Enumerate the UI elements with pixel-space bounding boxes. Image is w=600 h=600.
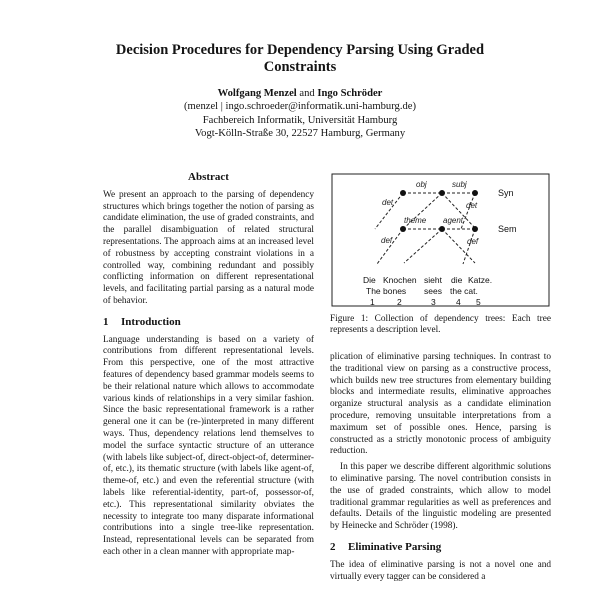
- abstract-heading: Abstract: [188, 171, 229, 183]
- author-department: Fachbereich Informatik, Universität Hamburg: [202, 114, 398, 126]
- word-index-2: 2: [397, 297, 402, 307]
- sem-edge-theme: [404, 229, 442, 263]
- syn-node-2: [439, 190, 445, 196]
- word-de-5: Katze.: [468, 275, 493, 285]
- title-line-2: Constraints: [263, 59, 337, 75]
- sem-edge-agent: [442, 229, 475, 263]
- word-index-1: 1: [370, 297, 375, 307]
- author-names: [0, 87, 600, 100]
- section-1-title: Introduction: [121, 315, 181, 328]
- word-index-3: 3: [431, 297, 436, 307]
- sem-node-3: [472, 226, 478, 232]
- sem-edge-def-right: [463, 229, 475, 264]
- label-def-right: def: [467, 237, 479, 246]
- author-conjunction: and: [296, 88, 318, 99]
- right-paragraph-1: plication of eliminative parsing techniques. In contrast to the traditional view on parsing as a constructive process, which builds new tree structures from elementary building blocks and intermediate results, eliminative approaches organize structural analysis as a candidate elimination procedure, removing unsuitable interpretations from a maximum set of possible ones. Hence, parsing is constructed as a strictly monotonic process of ambiguity reduction.: [330, 352, 551, 457]
- label-det-left: det: [382, 198, 394, 207]
- word-index-4: 4: [456, 297, 461, 307]
- section-2-title: Eliminative Parsing: [348, 540, 442, 553]
- syn-node-1: [400, 190, 406, 196]
- author-email: (menzel | ingo.schroeder@informatik.uni-hamburg.de): [183, 101, 417, 113]
- introduction-text: Language understanding is based on a variety of contributions from different representational levels. From this perspective, one of the most attractive features of dependency based grammar models seems to be their relational nature which allows to accommodate various kinds of relationships in a very similar fashion. Since the basic representational framework is a rather general one it can be (re-)interpreted in many different ways. Thus, dependency relations lend themselves to model the surface syntactic structure of an utterance (with labels like subject-of, direct-object-of, determiner-of, etc.), its thematic structure (with labels like agent-of, theme-of, etc.) and even the referential structure (with labels like referential-identity, part-of, possessor-of, etc.). This representational similarity obviates the necessity to integrate too many disparate informational contributions into a single tree-like representation. Instead, representational levels can be separated from each other in a clean manner with appropriate map-: [103, 334, 314, 557]
- figure-1: [330, 170, 551, 317]
- word-de-4: die: [451, 275, 463, 285]
- level-label-syn: Syn: [498, 188, 514, 198]
- label-det-right: det: [466, 201, 478, 210]
- label-def-left: def: [381, 236, 393, 245]
- section-1-number: 1: [103, 315, 109, 328]
- sem-node-2: [439, 226, 445, 232]
- sem-node-1: [400, 226, 406, 232]
- figure-1-caption: Figure 1: Collection of dependency trees: Each tree represents a description level.: [330, 314, 551, 336]
- word-de-1: Die: [363, 275, 376, 285]
- syn-edge-det-right: [461, 193, 475, 229]
- left-column: [103, 172, 314, 559]
- word-de-3: sieht: [424, 275, 442, 285]
- syn-node-3: [472, 190, 478, 196]
- section-2-number: 2: [330, 540, 336, 553]
- word-en-1: The bones: [366, 286, 407, 296]
- section-2-heading: [330, 542, 551, 554]
- word-en-3: the cat.: [450, 286, 478, 296]
- section-1-heading: [103, 317, 314, 329]
- author-1: Wolfgang Menzel: [217, 88, 297, 99]
- word-index-5: 5: [476, 297, 481, 307]
- word-de-2: Knochen: [383, 275, 417, 285]
- label-obj: obj: [416, 180, 427, 189]
- level-label-sem: Sem: [498, 224, 517, 234]
- right-paragraph-3: The idea of eliminative parsing is not a novel one and virtually every tagger can be considered a: [330, 559, 551, 582]
- author-address: Vogt-Kölln-Straße 30, 22527 Hamburg, Germany: [194, 128, 406, 140]
- sem-edge-def-left: [377, 229, 403, 264]
- title-line-1: Decision Procedures for Dependency Parsing Using Graded: [115, 42, 485, 58]
- label-agent: agent: [443, 216, 464, 225]
- paper-title: [0, 42, 600, 76]
- author-block: [0, 87, 600, 141]
- author-2: Ingo Schröder: [317, 88, 383, 99]
- word-en-2: sees: [424, 286, 442, 296]
- dependency-tree-diagram: [330, 170, 551, 312]
- label-subj: subj: [452, 180, 467, 189]
- right-paragraph-2: In this paper we describe different algorithmic solutions to eliminative parsing. The novel contribution consists in the use of graded constraints, which allow to model traditional grammar regularities as well as preferences and defaults. Details of the linguistic modeling are presented by Heinecke and Schröder (1998).: [330, 462, 551, 532]
- abstract-text: We present an approach to the parsing of dependency structures which brings together the notion of parsing as candidate elimination, the use of graded constraints, and the parallel disambiguation of related structural representations. The approach aims at an increased level of robustness by accepting constraint violations in a controlled way, combining redundant and possibly conflicting information on different representational levels, and facilitating partial parsing as a natural mode of behavior.: [103, 189, 314, 306]
- right-column: [330, 352, 551, 583]
- label-theme: theme: [404, 216, 427, 225]
